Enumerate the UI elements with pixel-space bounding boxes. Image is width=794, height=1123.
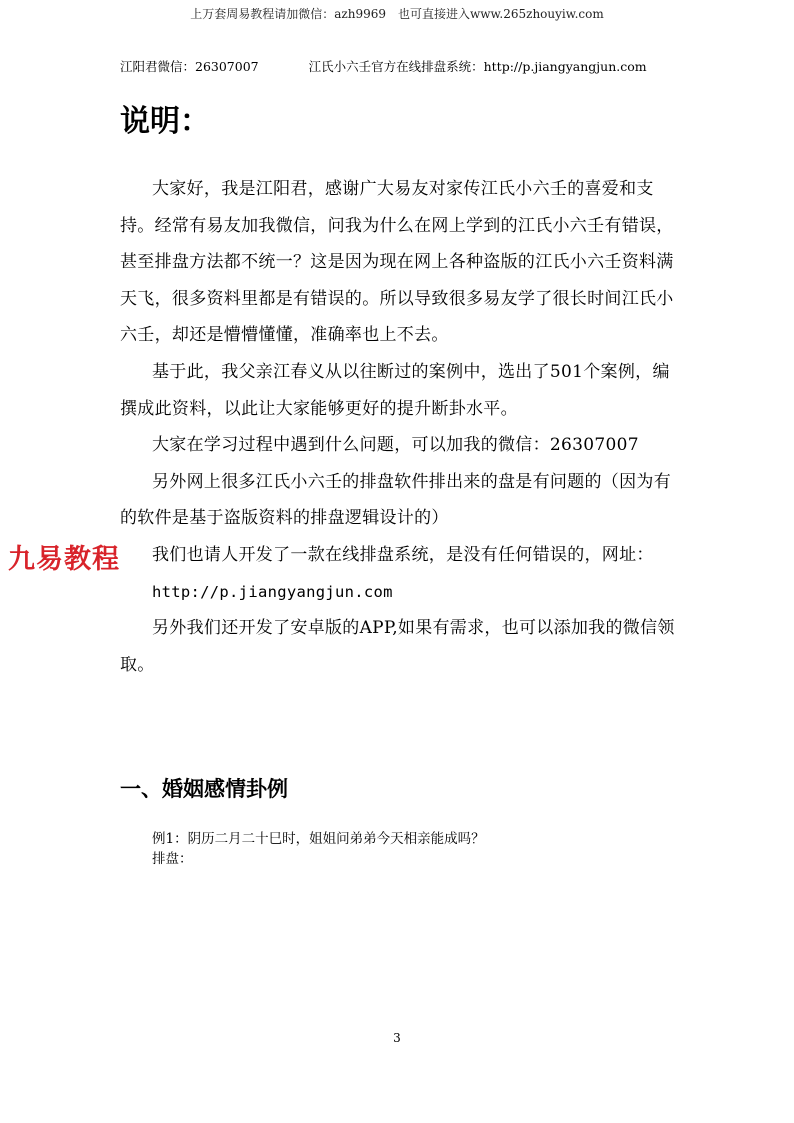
paragraph-intro: 大家好，我是江阳君，感谢广大易友对家传江氏小六壬的喜爱和支持。经常有易友加我微信，问我为什么在网上学到的江氏小六壬有错误，甚至排盘方法都不统一？这是因为现在网上各种盗版的江氏小六壬资料满天飞，很多资料里都是有错误的。所以导致很多易友学了很长时间江氏小六壬，却还是懵懵懂懂，准确率也上不去。 [120,179,674,346]
paragraph-software-warning: 另外网上很多江氏小六壬的排盘软件排出来的盘是有问题的（因为有的软件是基于盗版资料的排盘逻辑设计的） [120,471,671,529]
paragraph-app: 另外我们还开发了安卓版的APP,如果有需求，也可以添加我的微信领取。 [120,618,675,675]
paragraph-contact: 大家在学习过程中遇到什么问题，可以加我的微信：26307007 [152,435,639,456]
example-block [152,829,485,869]
system-url-link[interactable]: http://p.jiangyangjun.com [152,582,393,601]
example-chart-label: 排盘： [152,851,193,867]
intro-body [120,171,680,683]
page-title: 说明： [120,104,210,139]
page-number: 3 [393,1031,401,1045]
paragraph-online-system: 我们也请人开发了一款在线排盘系统，是没有任何错误的，网址： [152,544,654,565]
watermark-logo: 九易教程 [8,544,120,575]
top-banner: 上万套周易教程请加微信：azh9969 也可直接进入www.265zhouyiw.com [190,7,604,21]
header-system-url: 江氏小六壬官方在线排盘系统：http://p.jiangyangjun.com [308,59,647,74]
header-wechat: 江阳君微信：26307007 [120,59,259,74]
paragraph-compilation: 基于此，我父亲江春义从以往断过的案例中，选出了501个案例，编撰成此资料，以此让大家能够更好的提升断卦水平。 [120,361,670,419]
section-heading: 一、婚姻感情卦例 [120,777,288,801]
page-header [120,59,647,75]
example-question: 例1：阴历二月二十巳时，姐姐问弟弟今天相亲能成吗？ [152,831,485,847]
